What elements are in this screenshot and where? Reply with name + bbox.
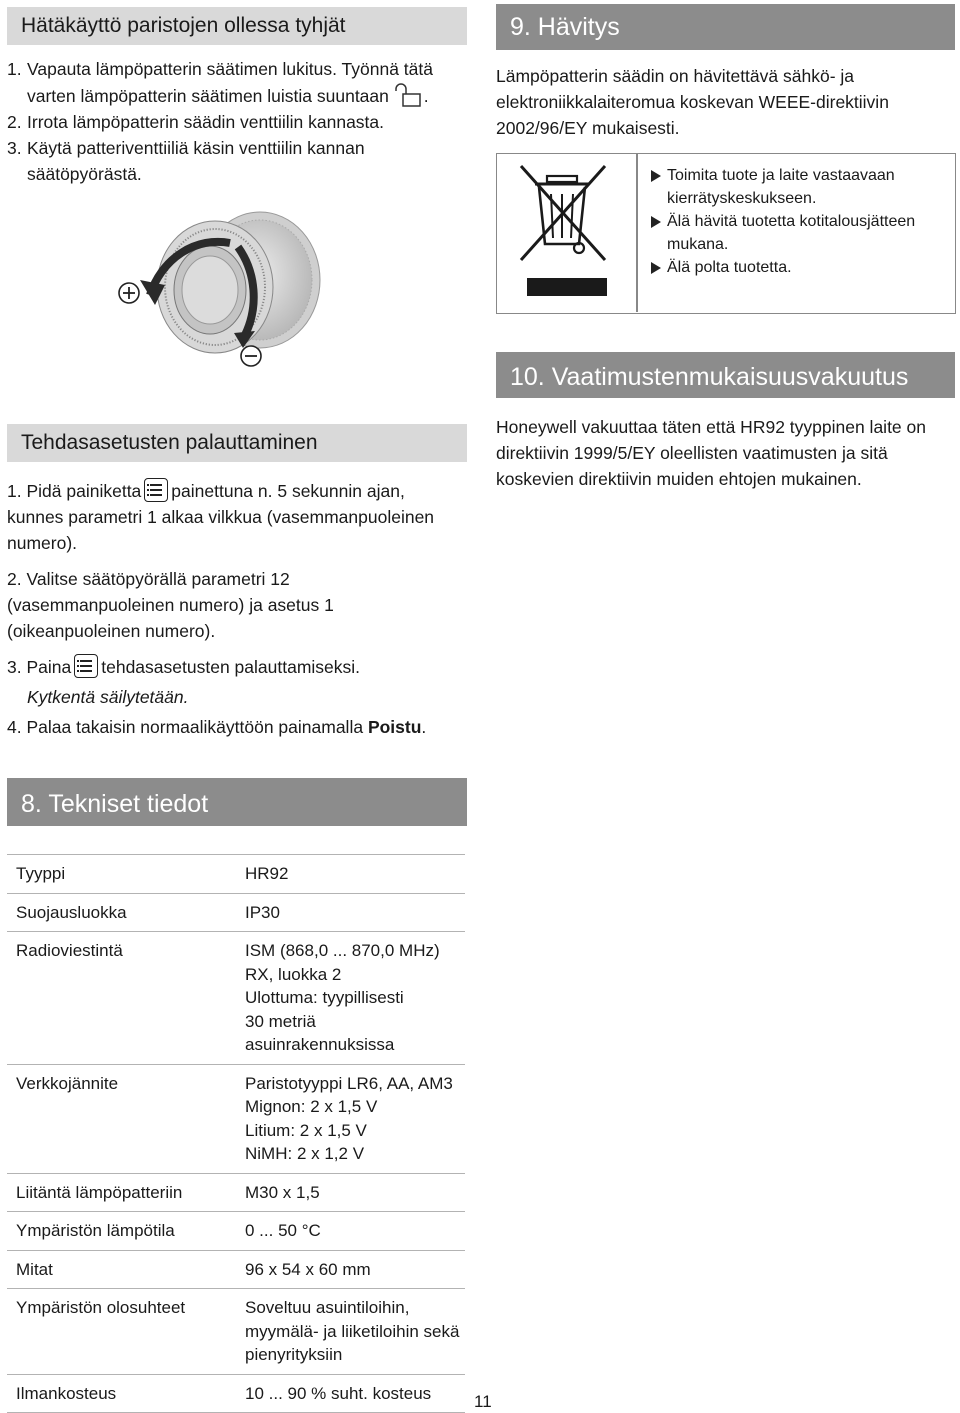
spec-value [236, 1374, 465, 1413]
tech-spec-table [7, 854, 465, 1413]
spec-value-line: 10 ... 90 % suht. kosteus [245, 1383, 432, 1403]
disposal-text: Lämpöpatterin säädin on hävitettävä sähkö- ja elektroniikkalaiteromua koskevan WEEE-direktiivin 2002/96/EY mukaisesti. [496, 66, 889, 138]
weee-box [496, 153, 956, 314]
spec-key: Ympäristön olosuhteet [7, 1289, 236, 1375]
step-number: 1. [7, 59, 22, 79]
step-text-end: . [421, 717, 427, 737]
emergency-steps [7, 56, 462, 187]
spec-key: Liitäntä lämpöpatteriin [7, 1173, 236, 1212]
spec-key: Ympäristön lämpötila [7, 1212, 236, 1251]
triangle-bullet-icon [651, 170, 661, 182]
conformity-heading: 10. Vaatimustenmukaisuusvakuutus [496, 352, 955, 398]
step-number: 2. [7, 112, 22, 132]
emergency-step-1 [7, 56, 462, 109]
step-number: 1. [7, 481, 22, 501]
spec-key: Ilmankosteus [7, 1374, 236, 1413]
step-number: 3. [7, 138, 22, 158]
step-text: Palaa takaisin normaalikäyttöön painamalla [26, 717, 368, 737]
spec-value-line: 30 metriä [245, 1011, 316, 1031]
spec-value-line: M30 x 1,5 [245, 1182, 320, 1202]
step-note: Kytkentä säilytetään. [27, 687, 189, 707]
step-text: Käytä patteriventtiiliä käsin venttiilin kannan säätöpyörästä. [27, 138, 365, 184]
spec-value-line: Ulottuma: tyypillisesti [245, 988, 404, 1007]
page-number: 11 [474, 1392, 492, 1411]
emergency-heading: Hätäkäyttö paristojen ollessa tyhjät [7, 7, 467, 45]
triangle-bullet-icon [651, 262, 661, 274]
table-row [7, 932, 465, 1065]
spec-value-line: IP30 [245, 902, 280, 922]
menu-button-icon [74, 654, 98, 678]
crossed-out-bin-icon [517, 160, 609, 300]
tech-heading: 8. Tekniset tiedot [7, 778, 467, 826]
spec-value [236, 855, 465, 894]
spec-value [236, 932, 465, 1065]
spec-key: Suojausluokka [7, 893, 236, 932]
spec-value-line: Mignon: 2 x 1,5 V [245, 1097, 378, 1116]
step-text: Pidä painiketta [26, 481, 142, 501]
spec-value [236, 1173, 465, 1212]
table-row [7, 1212, 465, 1251]
minus-icon [241, 346, 261, 366]
adjustment-wheel-illustration [110, 205, 340, 375]
table-row [7, 1289, 465, 1375]
step-text: Vapauta lämpöpatterin säätimen lukitus. Työnnä tätä varten lämpöpatterin säätimen luistia suuntaan [27, 59, 433, 106]
spec-value [236, 1289, 465, 1375]
spec-value-line: ISM (868,0 ... 870,0 MHz) [245, 941, 440, 960]
spec-value-line: Paristotyyppi LR6, AA, AM3 [245, 1073, 453, 1093]
spec-value-line: Soveltuu asuintiloihin, [245, 1298, 410, 1317]
step-text: Irrota lämpöpatterin säädin venttiilin kannasta. [27, 112, 385, 132]
spec-value-line: 96 x 54 x 60 mm [245, 1259, 371, 1279]
spec-key: Tyyppi [7, 855, 236, 894]
factory-reset-heading: Tehdasasetusten palauttaminen [7, 424, 467, 462]
reset-step-4 [7, 714, 447, 740]
step-number: 4. [7, 717, 22, 737]
disposal-bullet: Älä hävitä tuotetta kotitalousjätteen mukana. [651, 210, 946, 256]
step-number: 2. [7, 569, 22, 589]
spec-value-line: 0 ... 50 °C [245, 1221, 321, 1240]
disposal-bullet: Toimita tuote ja laite vastaavaan kierrätyskeskukseen. [651, 164, 946, 210]
spec-key: Radioviestintä [7, 932, 236, 1065]
spec-value-line: asuinrakennuksissa [245, 1035, 395, 1054]
step-text-end: . [423, 86, 429, 106]
exit-label: Poistu [367, 717, 422, 737]
unlock-icon [394, 82, 424, 108]
table-row [7, 1173, 465, 1212]
conformity-text: Honeywell vakuuttaa täten että HR92 tyyppinen laite on direktiivin 1999/5/EY oleellisten vaatimusten ja sitä koskevien direktiivin muiden ehtojen mukainen. [496, 417, 926, 489]
step-text: Paina [26, 657, 72, 677]
triangle-bullet-icon [651, 216, 661, 228]
spec-key: Verkkojännite [7, 1064, 236, 1173]
step-text-end: tehdasasetusten palauttamiseksi. [101, 657, 361, 677]
factory-reset-steps [7, 478, 447, 740]
table-row [7, 1250, 465, 1289]
spec-value-line: RX, luokka 2 [245, 964, 342, 984]
spec-value [236, 1250, 465, 1289]
spec-value-line: pienyrityksiin [245, 1345, 343, 1364]
table-row [7, 855, 465, 894]
disposal-bullet: Älä polta tuotetta. [651, 256, 946, 279]
table-row [7, 1064, 465, 1173]
menu-button-icon [144, 478, 168, 502]
reset-step-1 [7, 478, 447, 556]
spec-value [236, 1064, 465, 1173]
spec-value-line: HR92 [245, 864, 289, 883]
spec-key: Mitat [7, 1250, 236, 1289]
reset-step-2 [7, 566, 447, 644]
reset-step-3 [7, 654, 447, 710]
disposal-bullets [651, 164, 946, 279]
table-row [7, 893, 465, 932]
disposal-heading: 9. Hävitys [496, 4, 955, 50]
plus-icon [119, 283, 139, 303]
spec-value [236, 893, 465, 932]
step-number: 3. [7, 657, 22, 677]
spec-value-line: NiMH: 2 x 1,2 V [245, 1144, 365, 1163]
emergency-step-2 [7, 109, 462, 135]
spec-value-line: Litium: 2 x 1,5 V [245, 1120, 367, 1140]
step-text-end: painettuna n. 5 sekunnin ajan, kunnes parametri 1 alkaa vilkkua (vasemmanpuoleinen numero). [7, 481, 435, 553]
emergency-step-3 [7, 135, 462, 187]
spec-value [236, 1212, 465, 1251]
step-text: Valitse säätöpyörällä parametri 12 (vasemmanpuoleinen numero) ja asetus 1 (oikeanpuoleinen numero). [7, 569, 334, 641]
spec-value-line: myymälä- ja liiketiloihin sekä [245, 1321, 460, 1341]
table-row [7, 1374, 465, 1413]
